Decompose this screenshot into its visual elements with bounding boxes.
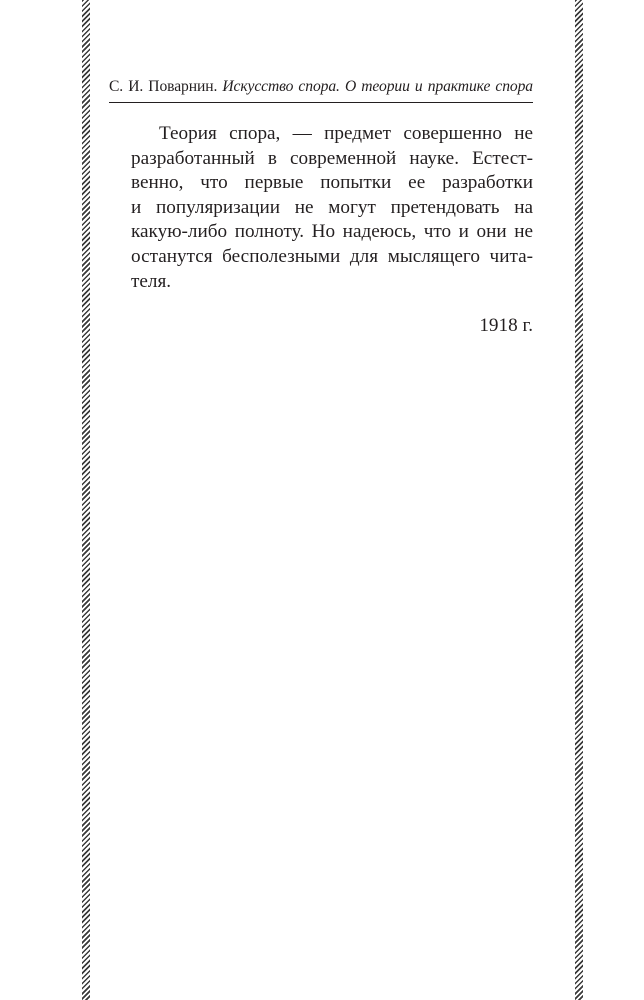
paragraph-line: какую-либо полноту. Но надеюсь, что и они не	[131, 221, 533, 243]
header-book-title: Искусство спора. О теории и практике спора	[222, 78, 533, 95]
paragraph-line: и популяризации не могут претендовать на	[131, 196, 533, 218]
left-hatched-border	[82, 0, 90, 1000]
header-rule	[109, 102, 533, 103]
paragraph-line: останутся бесполезными для мыслящего чита-	[131, 245, 533, 267]
preface-paragraph	[131, 122, 533, 294]
paragraph-line: разработанный в современной науке. Естест-	[131, 147, 533, 169]
paragraph-line: Теория спора, — предмет совершенно не	[159, 123, 533, 144]
paragraph-line: теля.	[131, 270, 172, 292]
paragraph-line: венно, что первые попытки ее разработки	[131, 172, 533, 194]
header-author: С. И. Поварнин.	[109, 78, 218, 95]
right-hatched-border	[575, 0, 583, 1000]
running-header	[109, 74, 533, 100]
date-signature: 1918 г.	[479, 315, 533, 336]
